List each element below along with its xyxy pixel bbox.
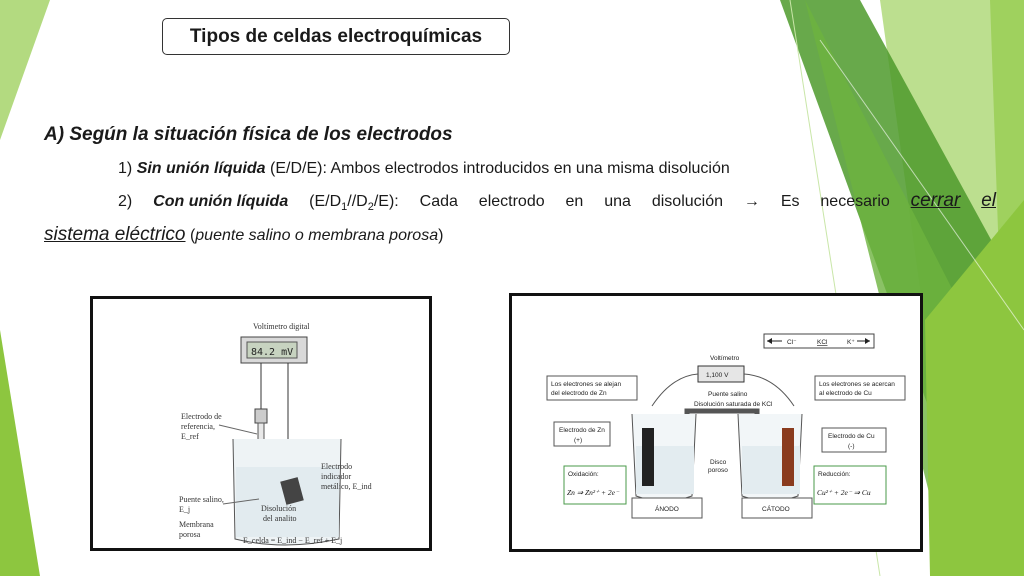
svg-text:poroso: poroso (708, 467, 728, 474)
svg-text:indicador: indicador (321, 472, 352, 481)
svg-text:metálico, E_ind: metálico, E_ind (321, 482, 372, 491)
svg-text:Disco: Disco (710, 459, 727, 466)
svg-text:(-): (-) (848, 443, 855, 450)
svg-text:E_ref: E_ref (181, 432, 199, 441)
item-2-bold: Con unión líquida (153, 193, 289, 210)
item-2-number: 2) (118, 193, 133, 210)
item-2-notation: $(E/D_1//D_2/E)$: (309, 193, 399, 214)
cathode-label: CÁTODO (762, 506, 790, 513)
figure-potentiometric-cell (90, 296, 432, 551)
item-1-text: (E/D/E): Ambos electrodos introducidos en una misma disolución (265, 160, 730, 177)
svg-text:Disolución: Disolución (261, 504, 297, 513)
svg-text:del electrodo de Zn: del electrodo de Zn (551, 390, 607, 397)
svg-text:(+): (+) (574, 437, 583, 444)
svg-text:Los electrones se acercan: Los electrones se acercan (819, 381, 895, 388)
voltage-reading: 1,100 V (706, 372, 729, 379)
svg-text:Puente salino: Puente salino (708, 391, 748, 398)
arrow-icon: → (743, 193, 760, 210)
svg-text:del analito: del analito (263, 514, 297, 523)
svg-text:Electrodo de Zn: Electrodo de Zn (559, 427, 605, 434)
svg-text:Disolución saturada de KCl: Disolución saturada de KCl (694, 401, 773, 408)
item-1-number: 1) (118, 160, 133, 177)
item-1-bold: Sin unión líquida (136, 160, 266, 177)
voltmeter-reading: 84.2 mV (251, 347, 294, 358)
svg-text:KCl: KCl (817, 339, 828, 346)
figure-galvanic-cell (509, 293, 923, 552)
svg-text:al electrodo de Cu: al electrodo de Cu (819, 390, 872, 397)
svg-text:Oxidación:: Oxidación: (568, 471, 599, 478)
svg-text:Electrodo de Cu: Electrodo de Cu (828, 433, 875, 440)
svg-text:porosa: porosa (179, 530, 201, 539)
svg-text:Los electrones se alejan: Los electrones se alejan (551, 381, 622, 388)
reduction-equation: Cu²⁺ + 2e⁻ ⇒ Cu (817, 488, 871, 497)
svg-text:Membrana: Membrana (179, 520, 214, 529)
section-heading: A) Según la situación física de los electrodos (44, 124, 453, 145)
svg-text:E_j: E_j (179, 505, 191, 514)
voltmeter-label: Voltímetro digital (253, 322, 310, 331)
item-2-continuation: sistema eléctrico (puente salino o membrana porosa) (44, 224, 444, 245)
svg-text:Cl⁻: Cl⁻ (787, 339, 797, 346)
item-1 (118, 160, 730, 178)
svg-text:Voltímetro: Voltímetro (710, 355, 740, 362)
item-2: 2) Con unión líquida $(E/D_1//D_2/E)$: Cada electrodo en una disolución → Es necesario cerrar el (118, 190, 996, 214)
svg-text:referencia,: referencia, (181, 422, 215, 431)
svg-text:Electrodo: Electrodo (321, 462, 353, 471)
svg-text:Puente salino,: Puente salino, (179, 495, 224, 504)
svg-text:Electrodo de: Electrodo de (181, 412, 222, 421)
cell-equation: E_celda = E_ind − E_ref + E_j (243, 536, 343, 545)
slide-title: Tipos de celdas electroquímicas (162, 18, 510, 55)
svg-text:K⁺: K⁺ (847, 339, 855, 346)
anode-label: ÁNODO (655, 506, 679, 513)
svg-text:Reducción:: Reducción: (818, 471, 851, 478)
oxidation-equation: Zn ⇒ Zn²⁺ + 2e⁻ (567, 488, 619, 497)
